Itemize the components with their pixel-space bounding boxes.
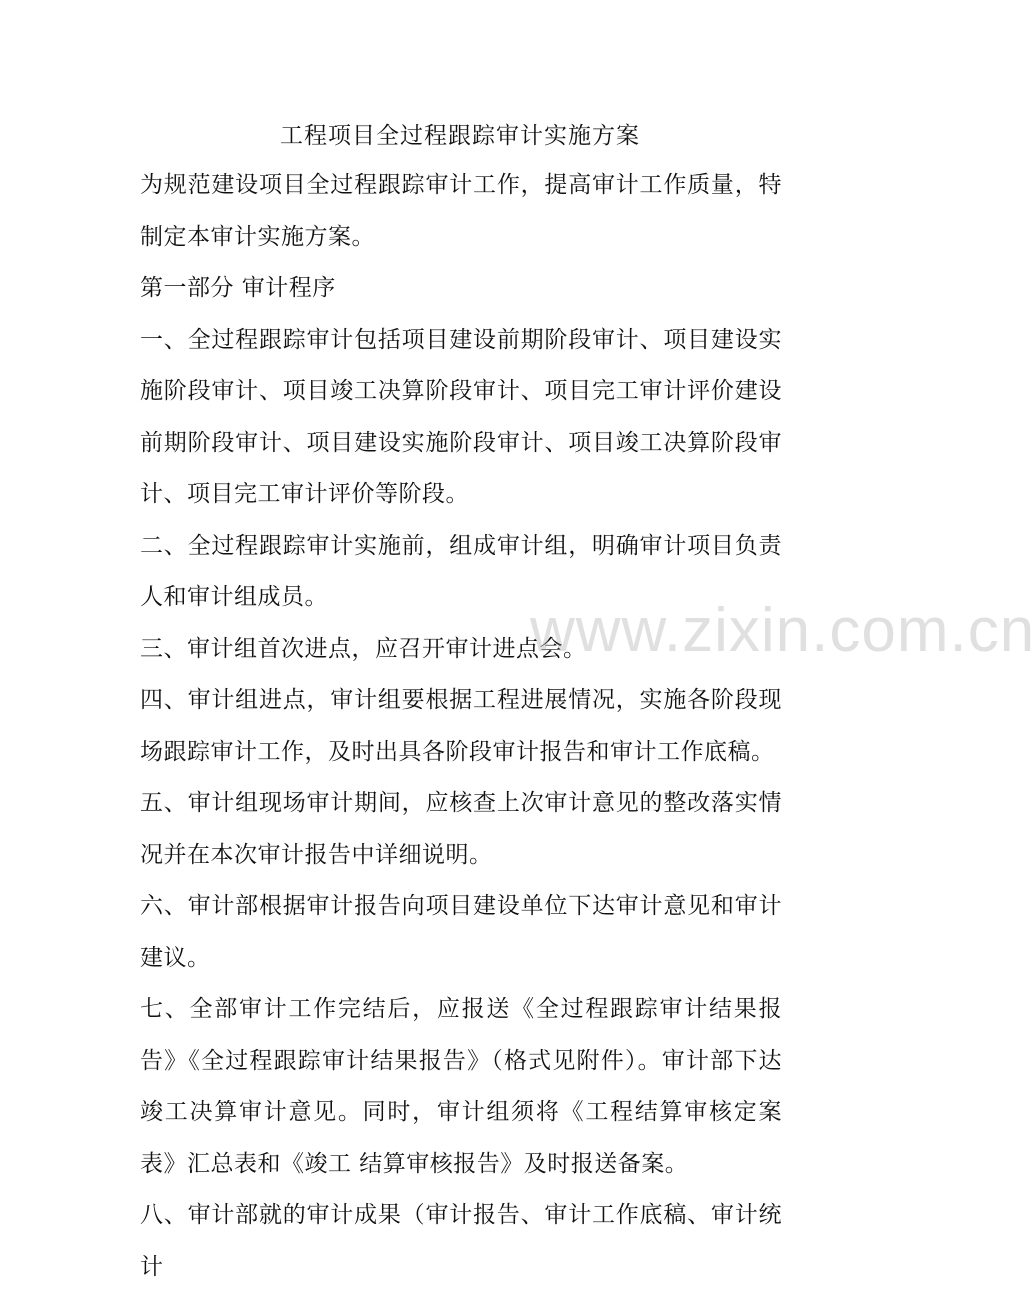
watermark: www.zixin.com.cn <box>530 596 1035 665</box>
document-title: 工程项目全过程跟踪审计实施方案 <box>280 123 640 149</box>
list-item-7: 七、全部审计工作完结后，应报送《全过程跟踪审计结果报告》《全过程跟踪审计结果报告》（格式见附件）。审计部下达竣工决算审计意见。同时，审计组须将《工程结算审核定案表》汇总表和《竣工 结算审核报告》及时报送备案。 <box>140 996 782 1177</box>
list-item-3: 三、审计组首次进点，应召开审计进点会。 <box>140 635 587 662</box>
list-item-5: 五、审计组现场审计期间，应核查上次审计意见的整改落实情况并在本次审计报告中详细说明。 <box>140 790 782 868</box>
list-item-4: 四、审计组进点，审计组要根据工程进展情况，实施各阶段现场跟踪审计工作，及时出具各阶段审计报告和审计工作底稿。 <box>140 687 782 765</box>
list-item-2: 二、全过程跟踪审计实施前，组成审计组，明确审计项目负责人和审计组成员。 <box>140 532 782 610</box>
document-body <box>140 160 782 1293</box>
list-item-6: 六、审计部根据审计报告向项目建设单位下达审计意见和审计建议。 <box>140 893 782 971</box>
intro-paragraph: 为规范建设项目全过程跟踪审计工作，提高审计工作质量，特制定本审计实施方案。 <box>140 172 782 250</box>
section-heading: 第一部分 审计程序 <box>140 275 336 301</box>
list-item-8: 八、审计部就的审计成果（审计报告、审计工作底稿、审计统计 <box>140 1202 782 1280</box>
list-item-1: 一、全过程跟踪审计包括项目建设前期阶段审计、项目建设实施阶段审计、项目竣工决算阶段审计、项目完工审计评价建设前期阶段审计、项目建设实施阶段审计、项目竣工决算阶段审计、项目完工审计评价等阶段。 <box>140 326 782 507</box>
